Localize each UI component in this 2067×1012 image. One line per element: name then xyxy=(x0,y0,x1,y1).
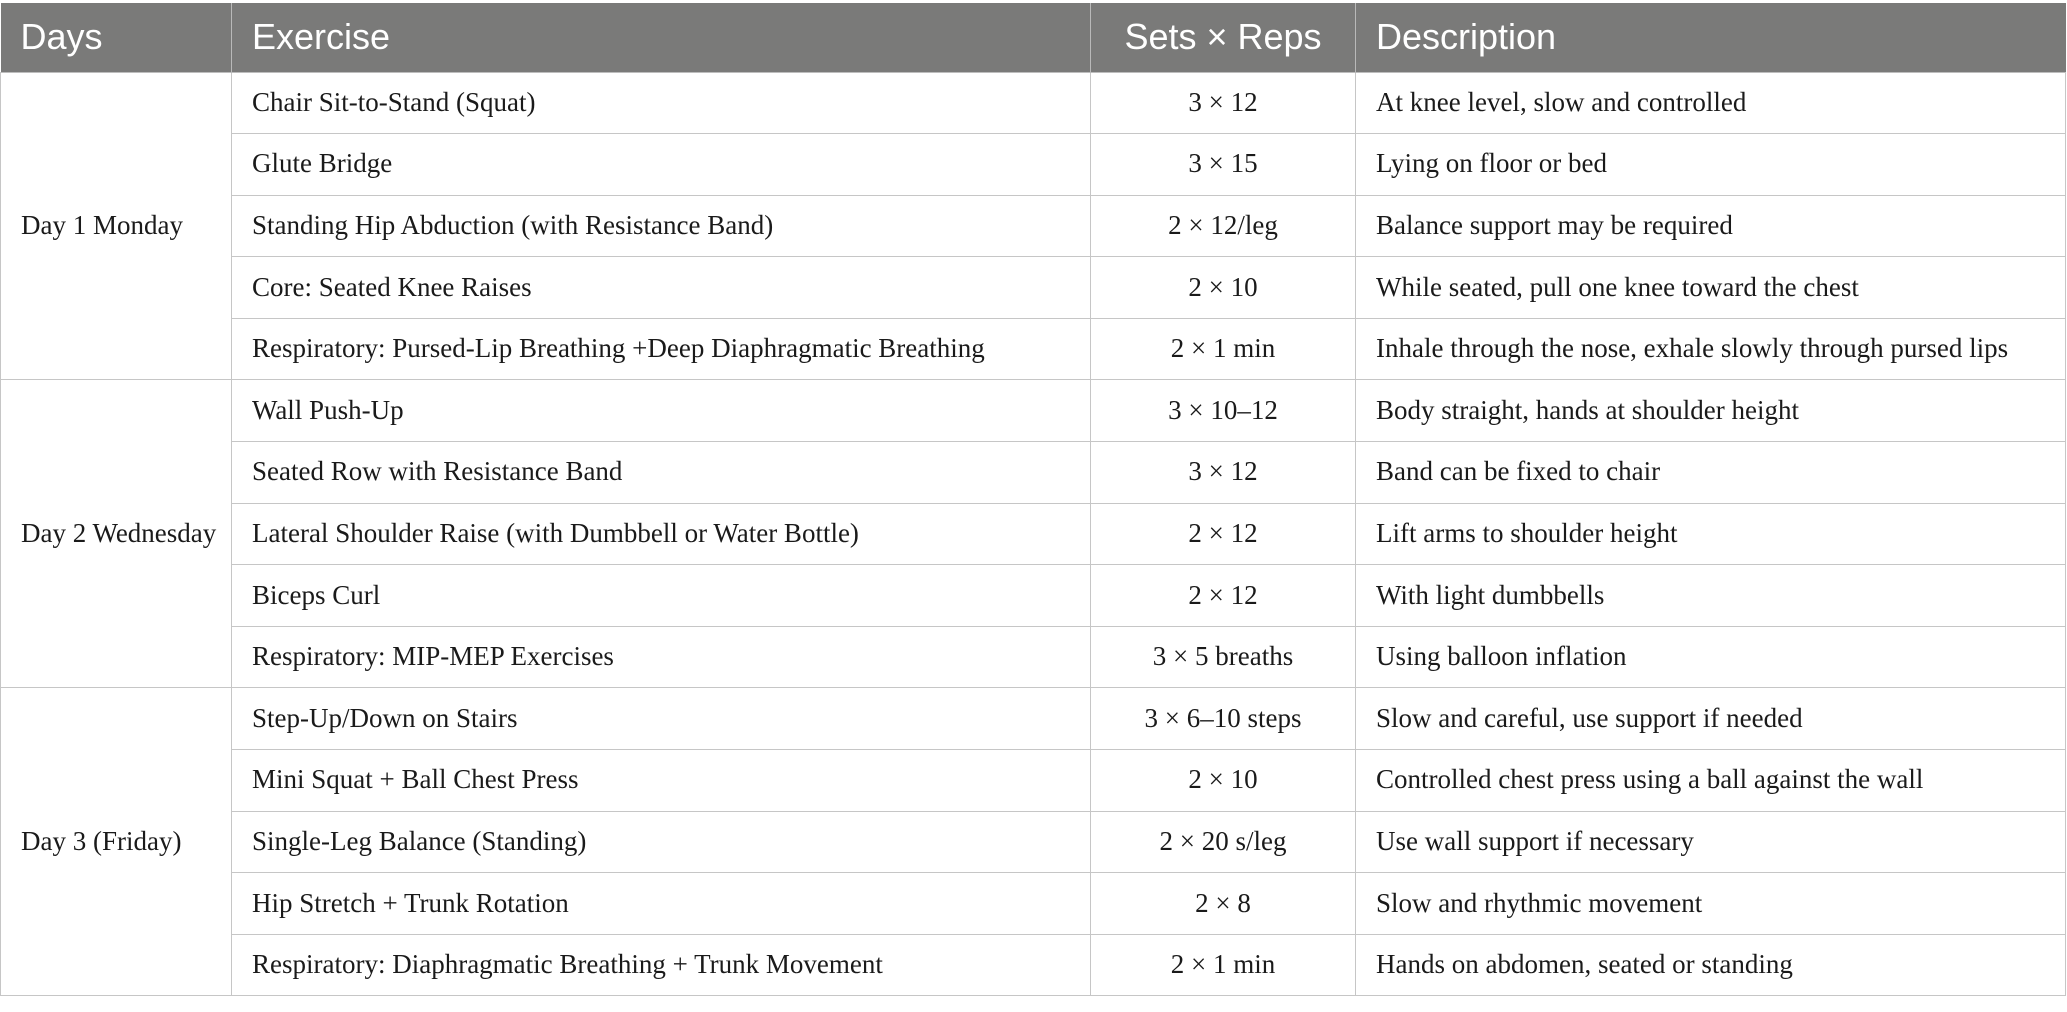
description-cell: Balance support may be required xyxy=(1356,195,2066,257)
sets-reps-cell: 3 × 12 xyxy=(1091,72,1356,134)
description-cell: Slow and rhythmic movement xyxy=(1356,873,2066,935)
description-cell: Inhale through the nose, exhale slowly through pursed lips xyxy=(1356,318,2066,380)
description-cell: Controlled chest press using a ball against the wall xyxy=(1356,750,2066,812)
sets-reps-cell: 3 × 12 xyxy=(1091,442,1356,504)
exercise-cell: Chair Sit-to-Stand (Squat) xyxy=(232,72,1091,134)
sets-reps-cell: 2 × 20 s/leg xyxy=(1091,811,1356,873)
table-row xyxy=(1,72,2066,134)
table-header xyxy=(1,3,2066,72)
description-cell: Using balloon inflation xyxy=(1356,626,2066,688)
table-row xyxy=(1,195,2066,257)
exercise-cell: Respiratory: Diaphragmatic Breathing + Trunk Movement xyxy=(232,934,1091,996)
exercise-cell: Biceps Curl xyxy=(232,565,1091,627)
table-row xyxy=(1,934,2066,996)
exercise-cell: Mini Squat + Ball Chest Press xyxy=(232,750,1091,812)
exercise-cell: Single-Leg Balance (Standing) xyxy=(232,811,1091,873)
table-row xyxy=(1,380,2066,442)
description-cell: While seated, pull one knee toward the chest xyxy=(1356,257,2066,319)
exercise-cell: Wall Push-Up xyxy=(232,380,1091,442)
description-cell: Band can be fixed to chair xyxy=(1356,442,2066,504)
table-body xyxy=(1,72,2066,996)
sets-reps-cell: 2 × 12 xyxy=(1091,565,1356,627)
exercise-schedule-table xyxy=(0,3,2066,996)
exercise-cell: Respiratory: Pursed-Lip Breathing +Deep Diaphragmatic Breathing xyxy=(232,318,1091,380)
sets-reps-cell: 2 × 10 xyxy=(1091,257,1356,319)
exercise-cell: Seated Row with Resistance Band xyxy=(232,442,1091,504)
header-days: Days xyxy=(1,3,232,72)
sets-reps-cell: 2 × 12 xyxy=(1091,503,1356,565)
table-row xyxy=(1,257,2066,319)
description-cell: Lying on floor or bed xyxy=(1356,134,2066,196)
description-cell: At knee level, slow and controlled xyxy=(1356,72,2066,134)
exercise-cell: Standing Hip Abduction (with Resistance Band) xyxy=(232,195,1091,257)
description-cell: Body straight, hands at shoulder height xyxy=(1356,380,2066,442)
exercise-cell: Respiratory: MIP-MEP Exercises xyxy=(232,626,1091,688)
day-cell: Day 3 (Friday) xyxy=(1,688,232,996)
day-cell: Day 1 Monday xyxy=(1,72,232,380)
sets-reps-cell: 3 × 5 breaths xyxy=(1091,626,1356,688)
description-cell: Slow and careful, use support if needed xyxy=(1356,688,2066,750)
table-row xyxy=(1,626,2066,688)
description-cell: Use wall support if necessary xyxy=(1356,811,2066,873)
header-description: Description xyxy=(1356,3,2066,72)
sets-reps-cell: 2 × 12/leg xyxy=(1091,195,1356,257)
sets-reps-cell: 2 × 8 xyxy=(1091,873,1356,935)
header-exercise: Exercise xyxy=(232,3,1091,72)
description-cell: Lift arms to shoulder height xyxy=(1356,503,2066,565)
exercise-cell: Core: Seated Knee Raises xyxy=(232,257,1091,319)
day-cell: Day 2 Wednesday xyxy=(1,380,232,688)
header-sets-reps: Sets × Reps xyxy=(1091,3,1356,72)
exercise-cell: Step-Up/Down on Stairs xyxy=(232,688,1091,750)
table-row xyxy=(1,750,2066,812)
description-cell: Hands on abdomen, seated or standing xyxy=(1356,934,2066,996)
table-row xyxy=(1,134,2066,196)
table-row xyxy=(1,565,2066,627)
table-row xyxy=(1,688,2066,750)
table-row xyxy=(1,503,2066,565)
sets-reps-cell: 2 × 1 min xyxy=(1091,934,1356,996)
sets-reps-cell: 3 × 10–12 xyxy=(1091,380,1356,442)
sets-reps-cell: 3 × 15 xyxy=(1091,134,1356,196)
exercise-table-container xyxy=(0,3,2065,996)
table-row xyxy=(1,873,2066,935)
table-row xyxy=(1,442,2066,504)
exercise-cell: Lateral Shoulder Raise (with Dumbbell or Water Bottle) xyxy=(232,503,1091,565)
table-row xyxy=(1,318,2066,380)
exercise-cell: Hip Stretch + Trunk Rotation xyxy=(232,873,1091,935)
sets-reps-cell: 2 × 10 xyxy=(1091,750,1356,812)
sets-reps-cell: 3 × 6–10 steps xyxy=(1091,688,1356,750)
description-cell: With light dumbbells xyxy=(1356,565,2066,627)
exercise-cell: Glute Bridge xyxy=(232,134,1091,196)
sets-reps-cell: 2 × 1 min xyxy=(1091,318,1356,380)
table-row xyxy=(1,811,2066,873)
header-row xyxy=(1,3,2066,72)
